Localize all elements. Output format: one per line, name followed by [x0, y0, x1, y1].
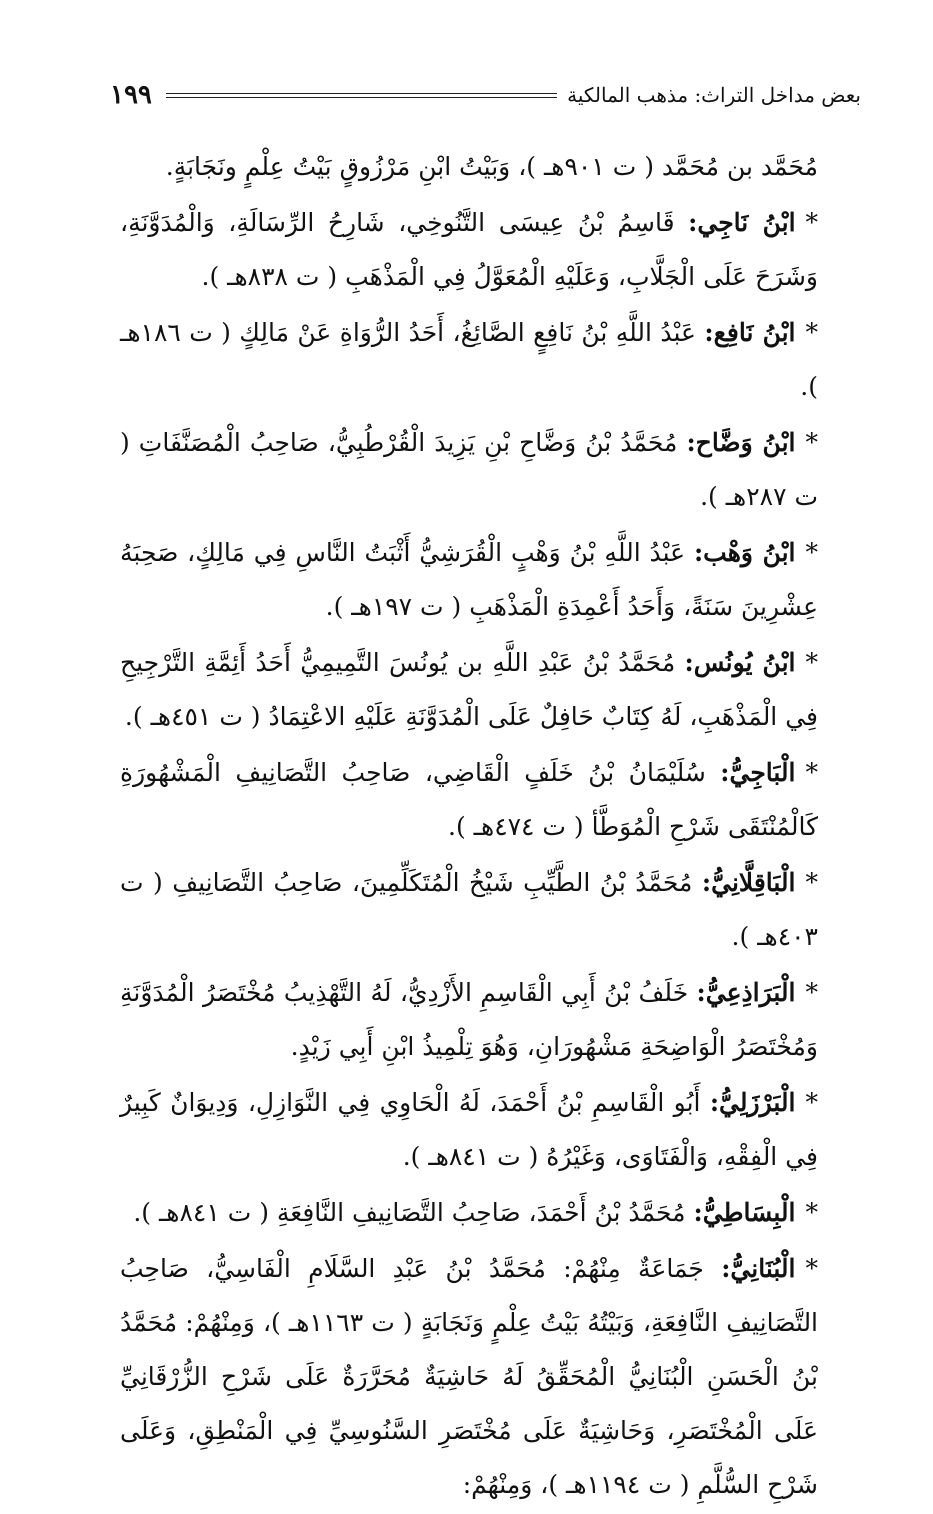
entry-text: مُحَمَّد بن مُحَمَّد ( ت ٩٠١هـ )، وَبَيْتُ ابْنِ مَرْزُوقٍ بَيْتُ عِلْمٍ ونَجَابَةٍ.	[165, 152, 818, 181]
running-title: بعض مداخل التراث: مذهب المالكية	[567, 83, 861, 107]
entry-text: سُلَيْمَانُ بْنُ خَلَفٍ الْقَاضِي، صَاحِبُ التَّصَانِيفِ الْمَشْهُورَةِ كَالْمُنْتَقَى شَرْحِ الْمُوَطَّأ ( ت ٤٧٤هـ ).	[120, 758, 818, 841]
entry-name: الْبِسَاطِيُّ:	[693, 1198, 796, 1227]
entry-name: ابْنُ وَضَّاح:	[686, 428, 796, 457]
entry-text: خَلَفُ بْنُ أَبِي الْقَاسِمِ الأَزْدِيُّ، لَهُ التَّهْذِيبُ مُخْتَصَرُ الْمُدَوَّنَةِ وَمُخْتَصَرُ الْوَاضِحَةِ مَشْهُورَانِ، وَهُوَ تِلْمِيذُ ابْنِ أَبِي زَيْدٍ.	[120, 978, 818, 1061]
entry-paragraph	[120, 1076, 818, 1184]
entry-bullet: *	[805, 428, 818, 457]
entry-paragraph	[120, 966, 818, 1074]
page-body	[120, 140, 818, 1514]
entry-name: الْبَاجِيُّ:	[720, 758, 796, 787]
entry-text: جَمَاعَةٌ مِنْهُمْ: مُحَمَّدُ بْنُ عَبْدِ السَّلَامِ الْفَاسِيُّ، صَاحِبُ التَّصَانِيفِ النَّافِعَةِ، وَبَيْتُهُ بَيْتُ عِلْمٍ وَنَجَابَةٍ ( ت ١١٦٣هـ )، وَمِنْهُمْ: مُحَمَّدُ بْنُ الْحَسَنِ الْبُنَانِيُّ الْمُحَقِّقُ لَهُ حَاشِيَةٌ مُحَرَّرَةٌ عَلَى شَرْحِ الزُّرْقَانِيِّ عَلَى الْمُخْتَصَرِ، وَحَاشِيَةٌ عَلَى مُخْتَصَرِ السَّنُوسِيِّ فِي الْمَنْطِقِ، وَعَلَى شَرْحِ السُّلَّمِ ( ت ١١٩٤هـ )، وَمِنْهُمْ:	[120, 1254, 819, 1499]
entry-text: قَاسِمُ بْنُ عِيسَى التَّنُوخِي، شَارِحُ الرِّسَالَةِ، وَالْمُدَوَّنَةِ، وَشَرَحَ عَلَى الْجَلَّابِ، وَعَلَيْهِ الْمُعَوَّلُ فِي الْمَذْهَبِ ( ت ٨٣٨هـ ).	[120, 208, 818, 291]
entry-bullet: *	[805, 648, 818, 677]
entry-text: مُحَمَّدُ بْنُ وَضَّاحِ بْنِ يَزِيدَ الْقُرْطُبِيُّ، صَاحِبُ الْمُصَنَّفَاتِ ( ت ٢٨٧هـ ).	[120, 428, 818, 511]
entry-bullet: *	[805, 538, 819, 567]
entry-name: الْبُنَانِيُّ:	[721, 1254, 796, 1283]
entry-name: الْبَرَاذِعِيُّ:	[696, 978, 796, 1007]
entry-paragraph	[120, 636, 818, 744]
header-rule	[166, 93, 557, 98]
entry-paragraph	[120, 856, 818, 964]
entry-text: أَبُو الْقَاسِمِ بْنُ أَحْمَدَ، لَهُ الْحَاوِي فِي النَّوَازِلِ، وَدِيوَانٌ كَبِيرٌ فِي الْفِقْهِ، وَالْفَتَاوَى، وَغَيْرُهُ ( ت ٨٤١هـ ).	[120, 1088, 818, 1171]
entry-text: عَبْدُ اللَّهِ بْنُ وَهْبٍ الْقُرَشِيُّ أَثْبَتُ النَّاسِ فِي مَالِكٍ، صَحِبَهُ عِشْرِينَ سَنَةً، وَأَحَدُ أَعْمِدَةِ الْمَذْهَبِ ( ت ١٩٧هـ ).	[120, 538, 818, 621]
entry-paragraph	[120, 1242, 818, 1512]
entry-paragraph	[120, 1186, 818, 1240]
entry-paragraph	[120, 526, 818, 634]
entry-bullet: *	[805, 868, 818, 897]
entry-bullet: *	[805, 1088, 818, 1117]
entry-bullet: *	[805, 208, 819, 237]
entry-name: ابْنُ نَاجِي:	[688, 208, 796, 237]
page-header	[110, 78, 861, 112]
entry-bullet: *	[805, 318, 819, 347]
entry-name: الْبَاقِلَّانِيُّ:	[701, 868, 796, 897]
entry-name: ابْنُ نَافِع:	[704, 318, 796, 347]
entry-paragraph	[120, 306, 818, 414]
entry-text: مُحَمَّدُ بْنُ أَحْمَدَ، صَاحِبُ التَّصَانِيفِ النَّافِعَةِ ( ت ٨٤١هـ ).	[133, 1198, 686, 1227]
entry-bullet: *	[805, 978, 818, 1007]
page-number: ١٩٩	[110, 80, 152, 110]
entry-bullet: *	[805, 758, 818, 787]
entry-name: ابْنُ يُونُس:	[684, 648, 796, 677]
entry-name: ابْنُ وَهْب:	[693, 538, 796, 567]
entry-name: الْبَرْزَلِيُّ:	[709, 1088, 796, 1117]
entry-paragraph	[120, 416, 818, 524]
entry-paragraph	[120, 746, 818, 854]
entry-text: مُحَمَّدُ بْنُ عَبْدِ اللَّهِ بن يُونُسَ التَّمِيمِيُّ أَحَدُ أَئِمَّةِ التَّرْجِيحِ فِي الْمَذْهَبِ، لَهُ كِتَابٌ حَافِلٌ عَلَى الْمُدَوَّنَةِ عَلَيْهِ الاعْتِمَادُ ( ت ٤٥١هـ ).	[120, 648, 818, 731]
entry-paragraph	[120, 196, 818, 304]
entry-bullet: *	[805, 1198, 818, 1227]
entry-text: مُحَمَّدُ بْنُ الطَّيِّبِ شَيْخُ الْمُتَكَلِّمِينَ، صَاحِبُ التَّصَانِيفِ ( ت ٤٠٣هـ ).	[120, 868, 818, 951]
entry-bullet: *	[805, 1254, 818, 1283]
entry-paragraph	[120, 140, 818, 194]
entry-text: عَبْدُ اللَّهِ بْنُ نَافِعٍ الصَّائِغُ، أَحَدُ الرُّوَاةِ عَنْ مَالِكٍ ( ت ١٨٦هـ ).	[120, 318, 818, 401]
